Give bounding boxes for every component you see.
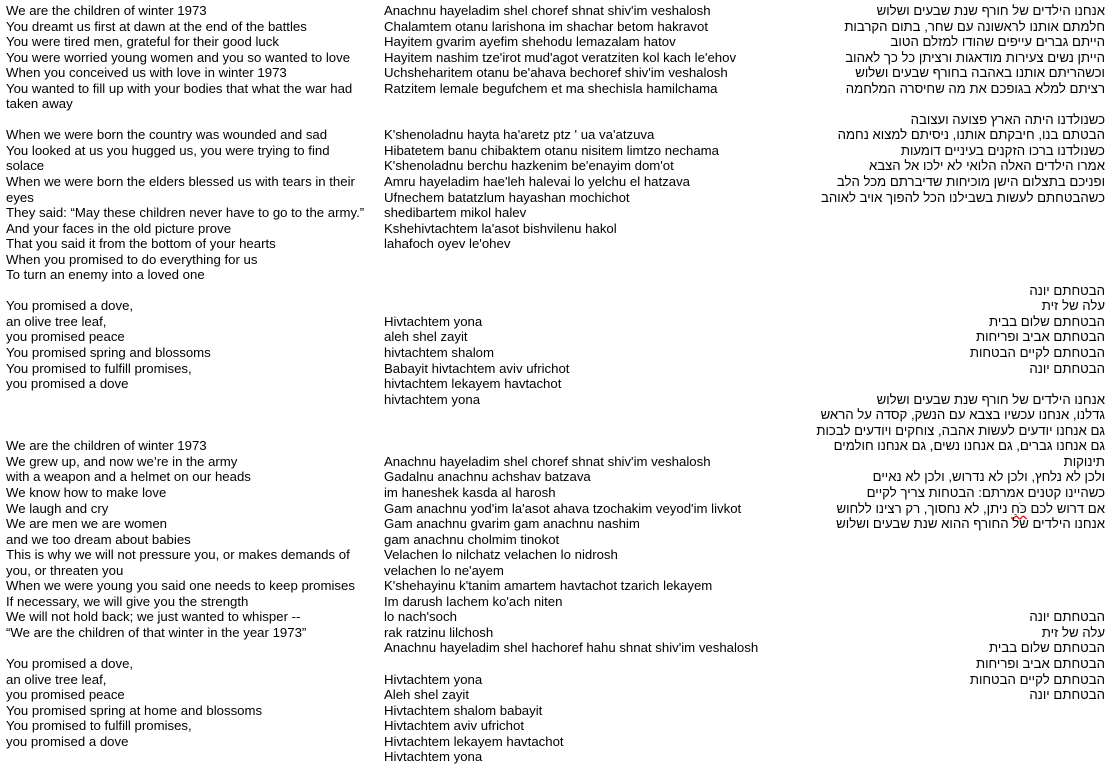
lyric-line: Hivtachtem yona (384, 313, 483, 329)
lyric-line: Hayitem nashim tze'irot mud'agot veratziten kol kach le'ehov (384, 49, 737, 65)
lyric-line: אנחנו הילדים של חורף שנת שבעים ושלוש (876, 3, 1105, 18)
lyric-line: We are the children of winter 1973 (6, 3, 207, 18)
blank-line (6, 112, 368, 128)
lyric-line: We grew up, and now we’re in the army (6, 453, 238, 469)
lyric-line: When we were born the elders blessed us with tears in their eyes (6, 174, 355, 205)
lyric-line: כשהיינו קטנים אמרתם: הבטחות צריך לקיים (866, 484, 1105, 500)
lyric-line: This is why we will not pressure you, or makes demands of you, or threaten you (6, 547, 350, 578)
blank-line (384, 96, 784, 112)
lyric-line: You dreamt us first at dawn at the end of the battles (6, 18, 307, 34)
lyric-line: When you conceived us with love in winter 1973 (6, 65, 287, 81)
blank-line (795, 236, 1105, 252)
lyric-line: הייתן נשים צעירות מודאגות ורציתן כל כך לאהוב (845, 49, 1105, 65)
blank-line (384, 283, 784, 299)
lyric-line: Ratzitem lemale begufchem et ma shechisla hamilchama (384, 80, 718, 96)
lyric-line: shedibartem mikol halev (384, 205, 527, 221)
blank-line (6, 423, 368, 439)
blank-line (6, 407, 368, 423)
lyric-line: הבטחתם יונה (1029, 282, 1105, 298)
lyric-line: גם אנחנו גברים, גם אנחנו נשים, גם אנחנו חולמים תינוקות (833, 438, 1105, 469)
lyric-line: you promised a dove (6, 733, 129, 749)
lyric-line: aleh shel zayit (384, 329, 468, 345)
lyric-line: You promised a dove, (6, 298, 134, 314)
lyric-line: You promised to fulfill promises, (6, 718, 192, 734)
lyric-line: im haneshek kasda al harosh (384, 484, 556, 500)
blank-line (384, 407, 784, 423)
lyric-line: Chalamtem otanu larishona im shachar betom hakravot (384, 18, 708, 34)
blank-line (384, 112, 784, 128)
lyric-line: with a weapon and a helmet on our heads (6, 469, 251, 485)
transliteration-lyrics-column (384, 3, 784, 765)
lyric-line: you promised a dove (6, 376, 129, 392)
lyric-line: Hibatetem banu chibaktem otanu nisitem limtzo nechama (384, 142, 719, 158)
lyric-line: Hivtachtem yona (384, 671, 483, 687)
transliteration-chorus-2 (384, 672, 784, 765)
english-chorus-1 (6, 298, 368, 391)
lyric-line: ולכן לא נלחץ, ולכן לא נדרוש, ולכן לא נאיים (872, 469, 1105, 485)
lyric-line: gam anachnu cholmim tinokot (384, 531, 560, 547)
hebrew-chorus-2 (795, 609, 1105, 702)
lyric-line: הבטחתם לקיים הבטחות (969, 671, 1105, 687)
blank-line (384, 267, 784, 283)
lyric-line: Amru hayeladim hae'leh halevai lo yelchu el hatzava (384, 174, 691, 190)
transliteration-stanza-2 (384, 127, 784, 251)
lyric-line: הבטחתם לקיים הבטחות (969, 345, 1105, 361)
lyric-line: עלה של זית (1041, 624, 1105, 640)
blank-line (795, 96, 1105, 112)
lyric-line: Uchsheharitem otanu be'ahava bechoref shiv'im veshalosh (384, 65, 728, 81)
lyric-line: When you promised to do everything for us (6, 251, 258, 267)
lyric-line: rak ratzinu lilchosh (384, 624, 494, 640)
blank-line (384, 438, 784, 454)
lyric-line: Hivtachtem shalom babayit (384, 702, 543, 718)
lyric-line: and we too dream about babies (6, 531, 191, 547)
hebrew-lyrics-column (795, 3, 1105, 703)
english-chorus-2 (6, 656, 368, 749)
blank-line (6, 283, 368, 299)
lyric-line: To turn an enemy into a loved one (6, 267, 205, 283)
hebrew-stanza-3 (795, 392, 1105, 532)
lyric-line: Anachnu hayeladim shel hachoref hahu shnat shiv'im veshalosh (384, 640, 759, 656)
lyric-line: אנחנו הילדים של החורף ההוא שנת שבעים ושלוש (836, 516, 1105, 532)
blank-line (795, 532, 1105, 548)
lyric-line: כשנולדנו היתה הארץ פצועה ועצובה (910, 111, 1105, 127)
lyric-line: הבטחתם יונה (1029, 687, 1105, 703)
lyric-line: וכשהריתם אותנו באהבה בחורף שבעים ושלוש (855, 65, 1105, 81)
english-lyrics-column (6, 3, 368, 749)
lyric-fragment: ניתן, לא נחסוך, רק רצינו ללחוש (836, 500, 1008, 516)
lyric-line: lahafoch oyev le'ohev (384, 236, 511, 252)
lyric-line: You looked at us you hugged us, you were trying to find solace (6, 142, 330, 174)
lyric-line: Hivtachtem lekayem havtachot (384, 733, 564, 749)
lyric-line: “We are the children of that winter in the year 1973” (6, 624, 307, 640)
blank-line (795, 267, 1105, 283)
lyric-line: Babayit hivtachtem aviv ufrichot (384, 360, 570, 376)
lyric-line: Aleh shel zayit (384, 687, 470, 703)
lyric-line: Hivtachtem yona (384, 749, 483, 765)
lyric-line: You promised spring and blossoms (6, 345, 211, 361)
lyric-line: Gam anachnu yod'im la'asot ahava tzochakim veyod'im livkot (384, 500, 742, 516)
spellcheck-flagged-word: כֹּחַ (1011, 500, 1027, 516)
lyric-line: הבטחתם יונה (1029, 360, 1105, 376)
lyric-line: When we were born the country was wounded and sad (6, 127, 328, 143)
blank-line (384, 252, 784, 268)
blank-line (795, 221, 1105, 237)
transliteration-stanza-3 (384, 454, 784, 656)
lyric-line: כשהבטחתם לעשות בשבילנו הכל להפוך אויב לאוהב (821, 189, 1105, 205)
transliteration-stanza-1 (384, 3, 784, 96)
hebrew-chorus-1 (795, 283, 1105, 376)
lyric-line: you promised peace (6, 687, 125, 703)
english-stanza-1 (6, 3, 368, 112)
lyric-line: K'shehayinu k'tanim amartem havtachot tzarich lekayem (384, 578, 713, 594)
blank-line (6, 640, 368, 656)
lyric-line: הבטחתם שלום בבית (989, 640, 1105, 656)
blank-line (795, 578, 1105, 594)
lyric-line: You promised a dove, (6, 655, 134, 671)
lyric-line: We will not hold back; we just wanted to whisper -- (6, 609, 301, 625)
lyric-line: הבטחתם אביב ופריחות (975, 329, 1105, 345)
blank-line (384, 423, 784, 439)
lyric-line: אמרו הילדים האלה הלואי לא ילכו אל הצבא (868, 158, 1105, 174)
lyric-line: If necessary, we will give you the strength (6, 593, 249, 609)
lyric-line: רציתם למלא בגופכם את מה שחיסרה המלחמה (845, 80, 1105, 96)
lyric-line: That you said it from the bottom of your hearts (6, 236, 276, 252)
lyric-line: You wanted to fill up with your bodies that what the war had taken away (6, 80, 353, 112)
lyric-line: hivtachtem lekayem havtachot (384, 376, 562, 392)
blank-line (795, 205, 1105, 221)
lyric-fragment: אם דרוש לכם (1030, 500, 1105, 516)
lyric-line: an olive tree leaf, (6, 313, 107, 329)
lyric-line: Anachnu hayeladim shel choref shnat shiv'im veshalosh (384, 3, 711, 18)
blank-line (795, 376, 1105, 392)
lyric-line: We are the children of winter 1973 (6, 438, 207, 454)
lyric-line: Gadalnu anachnu achshav batzava (384, 469, 591, 485)
lyric-line: Kshehivtachtem la'asot bishvilenu hakol (384, 220, 617, 236)
blank-line (795, 252, 1105, 268)
hebrew-stanza-1 (795, 3, 1105, 96)
lyric-line: גדלנו, אנחנו עכשיו בצבא עם הנשק, קסדה על הראש (820, 407, 1105, 423)
lyric-line: Velachen lo nilchatz velachen lo nidrosh (384, 547, 618, 563)
lyric-line: lo nach'soch (384, 609, 457, 625)
lyric-line: We are men we are women (6, 516, 168, 532)
blank-line (795, 563, 1105, 579)
lyric-line: You were tired men, grateful for their good luck (6, 34, 279, 50)
hebrew-stanza-2 (795, 112, 1105, 205)
lyric-line: You were worried young women and you so wanted to love (6, 49, 351, 65)
english-stanza-2 (6, 127, 368, 282)
lyric-line: אנחנו הילדים של חורף שנת שבעים ושלוש (876, 391, 1105, 407)
lyric-line: hivtachtem yona (384, 391, 481, 407)
lyric-line: velachen lo ne'ayem (384, 562, 504, 578)
lyric-line: When we were young you said one needs to keep promises (6, 578, 355, 594)
lyric-line: Hayitem gvarim ayefim shehodu lemazalam hatov (384, 34, 676, 50)
blank-line (795, 594, 1105, 610)
transliteration-chorus-1 (384, 314, 784, 407)
lyric-line: Gam anachnu gvarim gam anachnu nashim (384, 516, 640, 532)
lyric-line: הבטחתם אביב ופריחות (975, 655, 1105, 671)
lyric-line: הבטחתם יונה (1029, 609, 1105, 625)
lyric-line: חלמתם אותנו לראשונה עם שחר, בתום הקרבות (844, 18, 1105, 34)
lyric-line: an olive tree leaf, (6, 671, 107, 687)
lyric-line: We laugh and cry (6, 500, 109, 516)
lyric-line: כשנולדנו ברכו הזקנים בעיניים דומעות (900, 142, 1105, 158)
lyric-line: גם אנחנו יודעים לעשות אהבה, צוחקים ויודעים לבכות (816, 422, 1105, 438)
lyric-line: Hivtachtem aviv ufrichot (384, 718, 524, 734)
blank-line (384, 298, 784, 314)
blank-line (384, 656, 784, 672)
lyric-line: הבטחתם שלום בבית (989, 313, 1105, 329)
lyric-line: Im darush lachem ko'ach niten (384, 593, 563, 609)
lyric-line: You promised to fulfill promises, (6, 360, 192, 376)
lyric-line: hivtachtem shalom (384, 345, 494, 361)
english-stanza-3 (6, 438, 368, 640)
lyric-line: K'shenoladnu berchu hazkenim be'enayim dom'ot (384, 158, 674, 174)
lyric-line: הייתם גברים עייפים שהודו למזלם הטוב (890, 34, 1105, 50)
lyric-line: ופניכם בתצלום הישן מוכיחות שדיברתם מכל הלב (836, 174, 1105, 190)
lyric-line: הבטתם בנו, חיבקתם אותנו, ניסיתם למצוא נחמה (837, 127, 1105, 143)
lyric-line: We know how to make love (6, 484, 167, 500)
lyric-line: You promised spring at home and blossoms (6, 702, 263, 718)
lyric-line: you promised peace (6, 329, 125, 345)
lyric-line: K'shenoladnu hayta ha'aretz ptz ' ua va'atzuva (384, 127, 655, 143)
lyric-line: עלה של זית (1041, 298, 1105, 314)
lyric-line: They said: “May these children never have to go to the army.” (6, 205, 365, 221)
lyric-line: Ufnechem batatzlum hayashan mochichot (384, 189, 630, 205)
lyric-line: Anachnu hayeladim shel choref shnat shiv'im veshalosh (384, 453, 711, 469)
blank-line (795, 547, 1105, 563)
blank-line (6, 392, 368, 408)
lyric-line (795, 501, 1105, 517)
lyric-line: And your faces in the old picture prove (6, 220, 232, 236)
